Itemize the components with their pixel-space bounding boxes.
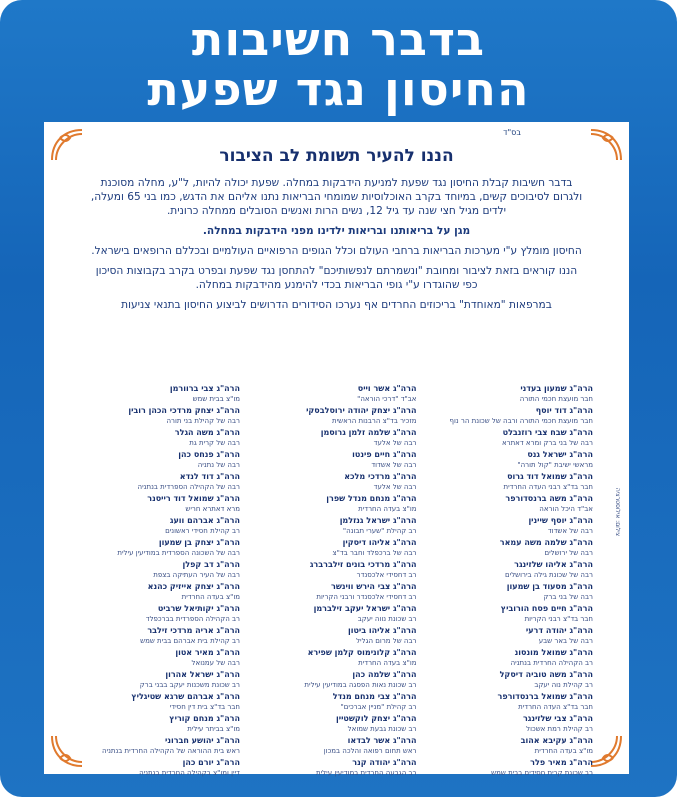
rabbi-name: הרה"ג אליהו ביטון xyxy=(347,626,417,635)
rabbi-entry xyxy=(433,494,593,514)
rabbi-entry xyxy=(433,670,593,690)
rabbi-entry xyxy=(80,582,240,602)
rabbi-name: הרה"ג קלונימוס קלמן שפירא xyxy=(307,648,417,657)
rabbi-entry xyxy=(80,604,240,624)
rabbi-name: הרה"ג שמואל דוד רייסנר xyxy=(147,494,240,503)
notice-paper xyxy=(44,122,629,777)
rabbi-name: הרה"ג חיים פינטו xyxy=(352,450,417,459)
rabbi-title: רב שכונת נאות הפסגה במודיעין עילית xyxy=(304,681,417,689)
rabbi-title: ראש תחום רפואה והלכה במכון xyxy=(323,747,417,755)
rabbi-name: הרה"ג יורם כהן xyxy=(182,758,240,767)
rabbi-name: הרה"ג שמואל ברנסדורפר xyxy=(497,692,593,701)
rabbi-title: רבה של שכונת גילה בירושלים xyxy=(504,571,593,579)
rabbi-title: רב הגבעה החרדית במודיעין עילית xyxy=(316,769,417,777)
rabbi-name: הרה"ג שלמה כהן xyxy=(352,670,417,679)
rabbi-name: הרה"ג שמעון בעדני xyxy=(520,384,593,393)
rabbi-name: הרה"ג מרדכי בונים זילברברג xyxy=(309,560,417,569)
rabbi-name: הרה"ג אליהו שלזינגר xyxy=(514,560,593,569)
rabbi-name: הרה"ג יקותיאל שרביט xyxy=(157,604,240,613)
rabbi-title: חבר בד"צ העדה החרדית xyxy=(518,703,593,711)
rabbi-name: הרה"ג שמואל מונסונ xyxy=(514,648,593,657)
rabbi-entry xyxy=(80,450,240,470)
rabbi-entry xyxy=(80,384,240,404)
rabbi-name: הרה"ג יהודה קנר xyxy=(352,758,417,767)
rabbi-title: אב"ד "דרכי הוראה" xyxy=(357,395,417,403)
rabbi-name: הרה"ג יוסף שיינין xyxy=(528,516,593,525)
rabbi-entry xyxy=(257,494,417,514)
rabbi-entry xyxy=(80,670,240,690)
rabbi-entry xyxy=(433,692,593,712)
rabbi-entry xyxy=(257,406,417,426)
rabbi-column-2 xyxy=(257,384,417,780)
rabbi-title: מו"צ בבית שמש xyxy=(192,395,240,403)
rabbi-name: הרה"ג חיים פסח הורוביץ xyxy=(500,604,593,613)
rabbi-name: הרה"ג יצחק לוקשטיין xyxy=(335,714,417,723)
rabbi-entry xyxy=(433,736,593,756)
rabbi-title: רבה של בני ברק ומרא דאתרא xyxy=(501,439,593,447)
rabbi-signatures xyxy=(80,384,593,780)
rabbi-entry xyxy=(257,758,417,778)
rabbi-title: רב דחסידי אלכסנדר ורבני הקריות xyxy=(316,593,417,601)
rabbi-entry xyxy=(80,560,240,580)
rabbi-entry xyxy=(80,538,240,558)
rabbi-title: רב קהילת "מניין אברכים" xyxy=(340,703,417,711)
rabbi-title: מו"צ בביתר עילית xyxy=(187,725,240,733)
body-paragraph-5: במרפאות "מאוחדת" בריכוזים החרדים אף נערכו הסידורים הדרושים לביצוע החיסון בתנאי צניעות xyxy=(121,299,552,311)
rabbi-entry xyxy=(433,582,593,602)
rabbi-title: מו"צ בעדה החרדית xyxy=(358,659,417,667)
rabbi-entry xyxy=(433,604,593,624)
rabbi-column-1 xyxy=(433,384,593,780)
rabbi-title: רבה של ברכפלד וחבר בד"צ xyxy=(332,549,417,557)
rabbi-entry xyxy=(433,714,593,734)
rabbi-entry xyxy=(433,428,593,448)
rabbi-name: הרה"ג משה ברנסדורפר xyxy=(505,494,593,503)
rabbi-name: הרה"ג ישראל גנזלמן xyxy=(339,516,417,525)
rabbi-name: הרה"ג צבי מנחם מנדל xyxy=(332,692,417,701)
rabbi-name: הרה"ג מנחם מנדל שפרן xyxy=(326,494,417,503)
rabbi-name: הרה"ג אליהו דיסקין xyxy=(342,538,417,547)
rabbi-title: רבה של באר שבע xyxy=(538,637,593,645)
rabbi-name: הרה"ג מאיר אטון xyxy=(175,648,240,657)
rabbi-entry xyxy=(257,626,417,646)
rabbi-entry xyxy=(257,582,417,602)
rabbi-title: מראשי ישיבת "קול תורה" xyxy=(517,461,593,469)
rabbi-name: הרה"ג שמואל דוד גרוס xyxy=(507,472,593,481)
rabbi-title: רבה של עמנואל xyxy=(191,659,240,667)
rabbi-title: רב שכונת משכנות יעקב בבני ברק xyxy=(139,681,240,689)
rabbi-name: הרה"ג אריה מרדכי זילבר xyxy=(147,626,240,635)
rabbi-title: רב שכונת נווה יעקב xyxy=(357,615,417,623)
rabbi-entry xyxy=(80,626,240,646)
rabbi-title: מרא דאתרא חריש xyxy=(185,505,240,513)
rabbi-title: רב קהילת נוה יעקב xyxy=(534,681,593,689)
headline-line-2: החיסון נגד שפעת xyxy=(147,62,530,116)
rabbi-name: הרה"ג מנחם קוריץ xyxy=(169,714,240,723)
rabbi-entry xyxy=(257,714,417,734)
rabbi-name: הרה"ג יצחק מרדכי הכהן רובין xyxy=(128,406,240,415)
rabbi-title: רבה של אלעד xyxy=(373,439,417,447)
rabbi-title: חבר מועצת חכמי התורה ורבה של שכונת הר נוף xyxy=(449,417,593,425)
rabbi-entry xyxy=(80,648,240,668)
rabbi-name: הרה"ג דב קפלן xyxy=(182,560,240,569)
rabbi-entry xyxy=(433,450,593,470)
rabbi-title: חבר בד"צ רבני הקריות xyxy=(524,615,593,623)
rabbi-title: מו"צ בעדה החרדית xyxy=(534,747,593,755)
rabbi-entry xyxy=(433,384,593,404)
rabbi-entry xyxy=(257,516,417,536)
bsd-mark: בס"ד xyxy=(503,128,521,137)
rabbi-title: רב הקהילה החרדית בנתניה xyxy=(510,659,593,667)
rabbi-title: רבה של אשדוד xyxy=(547,527,593,535)
rabbi-entry xyxy=(257,560,417,580)
rabbi-title: רבה של קרית גת xyxy=(189,439,240,447)
rabbi-entry xyxy=(257,736,417,756)
rabbi-name: הרה"ג יצחק בן שמעון xyxy=(158,538,240,547)
rabbi-entry xyxy=(433,516,593,536)
rabbi-title: דיין ומו"צ בקהילה החרדית בנתניה xyxy=(139,769,240,777)
notice-title: הננו להעיר תשומת לב הציבור xyxy=(219,146,454,166)
rabbi-name: הרה"ג שלמה משה עמאר xyxy=(499,538,593,547)
rabbi-title: מזכיר בד"צ הרבנות הראשית xyxy=(331,417,417,425)
rabbi-name: הרה"ג יהושע חברוני xyxy=(164,736,240,745)
rabbi-name: הרה"ג דוד יוסף xyxy=(535,406,593,415)
rabbi-title: רב שכונת קרית חסידים בבית שמש xyxy=(491,769,593,777)
rabbi-entry xyxy=(257,692,417,712)
rabbi-title: רב שכונת גבעת שמואל xyxy=(347,725,417,733)
rabbi-entry xyxy=(80,758,240,778)
rabbi-entry xyxy=(80,428,240,448)
rabbi-entry xyxy=(80,714,240,734)
rabbi-entry xyxy=(80,736,240,756)
rabbi-entry xyxy=(257,384,417,404)
rabbi-entry xyxy=(257,428,417,448)
rabbi-title: רבה של השכונה הספרדית במודיעין עילית xyxy=(117,549,240,557)
rabbi-entry xyxy=(433,758,593,778)
rabbi-name: הרה"ג אשר לבדאו xyxy=(347,736,417,745)
rabbi-name: הרה"ג צבי ברוורמן xyxy=(169,384,240,393)
rabbi-entry xyxy=(257,450,417,470)
rabbi-entry xyxy=(257,604,417,624)
rabbi-entry xyxy=(257,648,417,668)
body-paragraph-3: החיסון מומלץ ע"י מערכות הבריאות ברחבי העולם וכלל הגופים הרפואיים העולמיים ובכללם הרופאים בישראל. xyxy=(91,245,582,257)
rabbi-name: הרה"ג עקיבא אהוב xyxy=(520,736,593,745)
rabbi-name: הרה"ג ישראל יעקב זילברמן xyxy=(313,604,417,613)
rabbi-title: רבה של העיר העתיקה בצפת xyxy=(153,571,240,579)
rabbi-title: רב קהילת רמת אשכול xyxy=(526,725,593,733)
rabbi-title: רבה של נתניה xyxy=(197,461,240,469)
rabbi-name: הרה"ג יצחק יהודה ירוסלבסקי xyxy=(306,406,417,415)
rabbi-title: חבר בד"צ רבני העדה החרדית xyxy=(503,483,593,491)
rabbi-title: מו"צ בעדה החרדית xyxy=(358,505,417,513)
rabbi-title: חבר מועצת חכמי התורה xyxy=(519,395,593,403)
rabbi-title: רבה של ירושלים xyxy=(544,549,593,557)
body-paragraph-2: מגן על בריאותנו ובריאות ילדינו מפני הידבקות במחלה. xyxy=(202,225,471,237)
rabbi-title: רב דחסידי אלכסנדר xyxy=(356,571,417,579)
rabbi-name: הרה"ג שבח צבי רוזנבלט xyxy=(502,428,593,437)
side-caption xyxy=(611,452,621,572)
rabbi-title: רבה של מרום הגליל xyxy=(356,637,417,645)
rabbi-title: רב הקהילה הספרדית בברכפלד xyxy=(145,615,240,623)
rabbi-name: הרה"ג צבי שלזינגר xyxy=(522,714,593,723)
rabbi-column-3 xyxy=(80,384,240,780)
rabbi-name: הרה"ג אברהם שרגא שטיגליץ xyxy=(131,692,240,701)
rabbi-title: מו"צ בעדה החרדית xyxy=(181,593,240,601)
rabbi-name: הרה"ג מרדכי מלכא xyxy=(344,472,417,481)
rabbi-title: אב"ד היכל הוראה xyxy=(539,505,593,513)
rabbi-title: רבה של קהילת בני תורה xyxy=(166,417,240,425)
rabbi-title: רבה של אלעד xyxy=(373,483,417,491)
rabbi-name: הרה"ג פנחס כהן xyxy=(178,450,240,459)
rabbi-name: הרה"ג מאיר פלר xyxy=(530,758,593,767)
rabbi-entry xyxy=(80,494,240,514)
rabbi-title: חבר בד"צ בית דין חסידי xyxy=(169,703,240,711)
rabbi-entry xyxy=(433,406,593,426)
rabbi-entry xyxy=(80,472,240,492)
rabbi-name: הרה"ג צבי הירש ווינשר xyxy=(331,582,417,591)
rabbi-entry xyxy=(433,626,593,646)
notice-body xyxy=(90,176,583,318)
headline-banner xyxy=(24,14,653,114)
rabbi-title: רב קהילת "שערי תבונה" xyxy=(342,527,417,535)
rabbi-entry xyxy=(80,692,240,712)
rabbi-title: רב קהילת בית אברהם בבית שמש xyxy=(140,637,240,645)
rabbi-title: ראש בית ההוראה של הקהילה החרדית בנתניה xyxy=(101,747,240,755)
rabbi-name: הרה"ג משה הגלר xyxy=(174,428,240,437)
rabbi-name: הרה"ג אשר וייס xyxy=(357,384,417,393)
rabbi-title: רב קהילת חסידי ראשונים xyxy=(165,527,240,535)
rabbi-name: הרה"ג יהודה דרעי xyxy=(525,626,593,635)
corner-ornament-icon xyxy=(50,734,84,768)
rabbi-title: רבה של אשדוד xyxy=(371,461,417,469)
rabbi-entry xyxy=(80,516,240,536)
rabbi-entry xyxy=(433,560,593,580)
rabbi-name: הרה"ג מסעוד בן שמעון xyxy=(506,582,593,591)
rabbi-entry xyxy=(433,648,593,668)
body-paragraph-4: הננו קוראים בזאת לציבור ומחובת "ונשמרתם לנפשותיכם" להתחסן נגד שפעת ובפרט בקרב בקבוצות הסיכון כפי שהוגדרו ע"י גופי הבריאות בכדי להימנע מהידבקות במחלה. xyxy=(95,265,578,291)
rabbi-name: הרה"ג ישראל גנס xyxy=(527,450,593,459)
rabbi-entry xyxy=(257,472,417,492)
body-paragraph-1: בדבר חשיבות קבלת החיסון נגד שפעת למניעת הידבקות במחלה. שפעת יכולה להיות, ל"ע, מחלה מסוכנת ולגרום לסיבוכים קשים, במיוחד בקרב האוכלוסיות שמומחי הבריאות נתנו אליהם את הדגש, כמו בני 65 ומעלה, ילדים מגיל חצי שנה עד גיל 12, נשים הרות ואנשים הסובלים ממחלה כרונית. xyxy=(90,177,583,217)
rabbi-entry xyxy=(433,538,593,558)
corner-ornament-icon xyxy=(589,734,623,768)
headline-line-1: בדבר חשיבות xyxy=(191,12,486,66)
rabbi-name: הרה"ג ישראל אהרון xyxy=(165,670,240,679)
rabbi-entry xyxy=(433,472,593,492)
rabbi-title: רבה של בני ברק xyxy=(543,593,593,601)
rabbi-entry xyxy=(257,538,417,558)
rabbi-name: הרה"ג יצחק אייזיק כהנא xyxy=(147,582,240,591)
rabbi-name: הרה"ג שלמה זלמן גרוסמן xyxy=(320,428,417,437)
side-caption-text: צילום: אילוסטרציה xyxy=(614,487,621,537)
rabbi-entry xyxy=(80,406,240,426)
rabbi-title: רבה של הקהילה הספרדית בנתניה xyxy=(137,483,240,491)
rabbi-name: הרה"ג אברהם וועג xyxy=(169,516,240,525)
rabbi-name: הרה"ג משה טוביה דיסקל xyxy=(499,670,593,679)
rabbi-name: הרה"ג דוד לנדא xyxy=(179,472,240,481)
rabbi-entry xyxy=(257,670,417,690)
